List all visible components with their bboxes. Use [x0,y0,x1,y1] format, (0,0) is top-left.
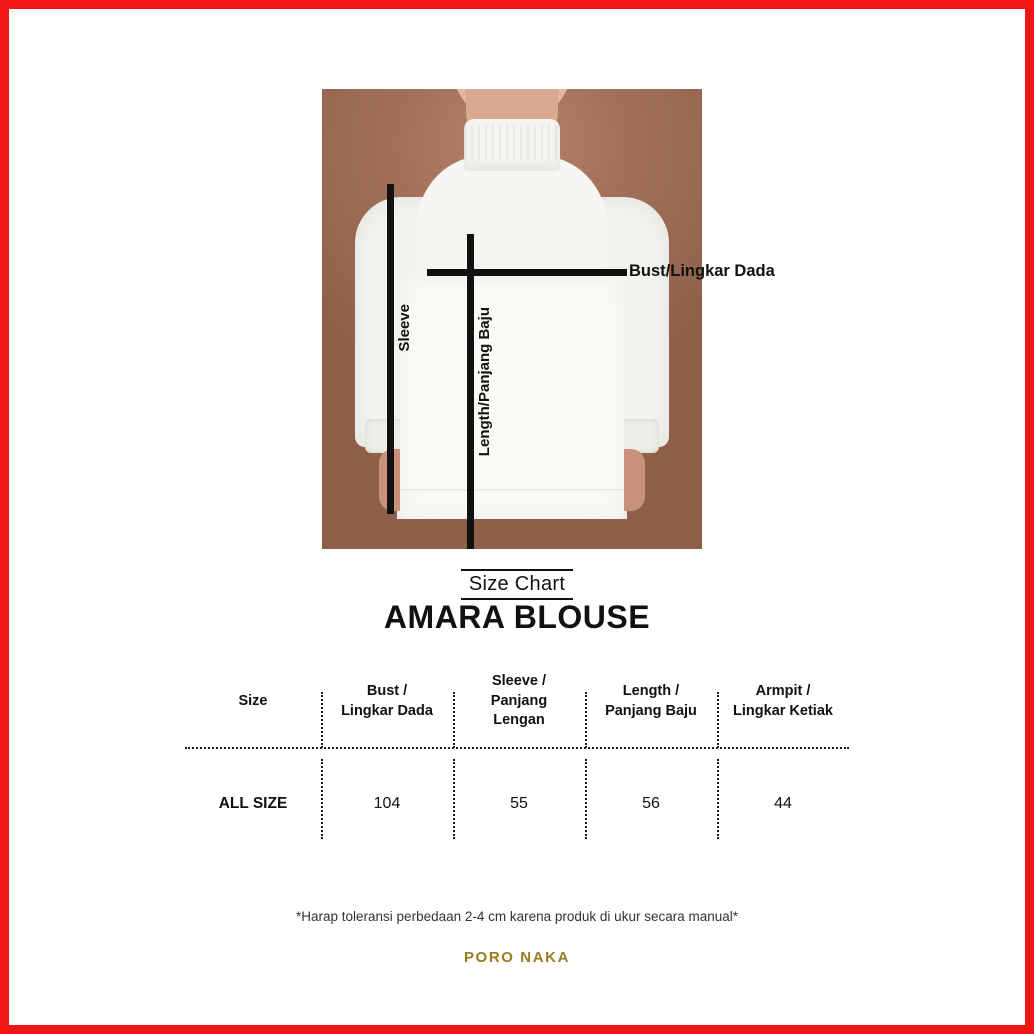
size-chart-heading-text: Size Chart [461,569,573,600]
cell-sleeve: 55 [510,795,528,813]
cell-armpit: 44 [774,795,792,813]
cell-length: 56 [642,795,660,813]
brand-name: PORO NAKA [463,949,571,966]
tolerance-note: *Harap toleransi perbedaan 2-4 cm karena produk di ukur secara manual* [296,909,738,924]
cell-bust: 104 [373,795,401,813]
column-header-size: Size [238,692,268,709]
column-header-armpit: Armpit / Lingkar Ketiak [733,682,833,719]
column-header-sleeve: Sleeve / Panjang Lengan [490,673,548,729]
cell-size: ALL SIZE [218,794,288,812]
column-header-bust: Bust / Lingkar Dada [341,682,433,719]
sleeve-measure-label: Sleeve [396,304,413,352]
page-title: AMARA BLOUSE [383,599,651,635]
bust-measure-label: Bust/Lingkar Dada [629,262,775,280]
length-measure-label: Length/Panjang Baju [476,307,493,457]
column-header-length: Length / Panjang Baju [605,682,697,719]
